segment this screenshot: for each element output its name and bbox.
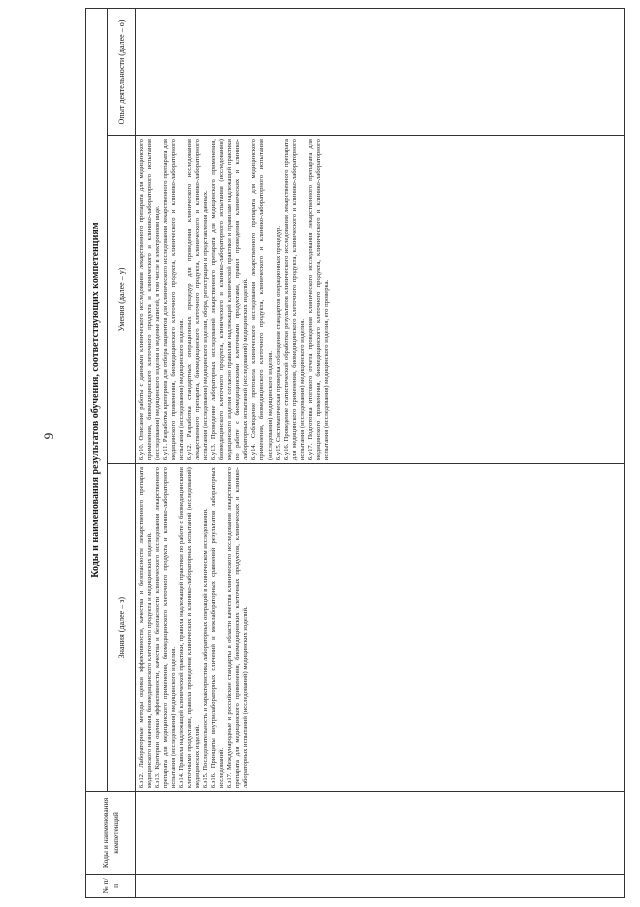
skill-item: 6.у14. Соблюдение протокола клинического исследования лекарственного препарата для медицинского применения, биомедицинского клеточного продукта, клинического и клинико-лабораторного испытания (исследования) медицинского изделия. [250, 139, 274, 461]
header-skills: Умения (далее – у) [108, 136, 136, 464]
knowledge-item: 6.з16. Принципы внутрилабораторных сличений и межлабораторных сравнений результатов лабораторных исследований. [210, 467, 226, 789]
skill-item: 6.у11. Разработка критериев для отбора пациентов для клинического исследования лекарственного препарата для медицинского применения, биомедицинского клеточного продукта, клинического и клинико-лабораторного испытания (исследования) медицинского изделия. [162, 139, 186, 461]
cell-knowledge [136, 464, 625, 792]
knowledge-item: 6.з14. Правила надлежащей клинической практики, правила надлежащей практики по работе с биомедицинскими клеточными продуктами, правила проведения клинических и клинико-лабораторных испытаний (исследований) медицинских изделий. [178, 467, 202, 789]
skill-item: 6.у16. Проведение статистической обработки результатов клинического исследования лекарственного препарата для медицинского применения, биомедицинского клеточного продукта, клинического и клинико-лабораторного испытания (исследования) медицинского изделия. [282, 139, 306, 461]
cell-number [136, 874, 625, 897]
cell-skills [136, 136, 625, 464]
page-number: 9 [41, 432, 56, 440]
header-number: № п/п [86, 874, 136, 897]
skill-item: 6.у12. Разработка стандартных операционных процедур для проведения клинического исследования лекарственного препарата, биомедицинского клеточного продукта, клинического и клинико-лабораторного испытания (исследования) медицинского изделия, обора, регистрации и представления данных. [186, 139, 210, 461]
cell-codes [136, 792, 625, 875]
competency-table [85, 8, 625, 898]
table-row [136, 9, 625, 898]
header-experience: Опыт деятельности (далее – о) [108, 9, 136, 136]
skill-item: 6.у13. Проведение лабораторных исследований лекарственного препарата для медицинского применения, биомедицинского клеточного продукта, клинического и клинико-лабораторного испытания (исследования) медицинского изделия согласно правилам надлежащей клинической практики и правилам надлежащей практики по работе с биомедицинскими клеточными продуктами, правил проведения клинических и клинико-лабораторных испытаний (исследований) медицинских изделий. [210, 139, 250, 461]
cell-experience [136, 9, 625, 136]
skill-item: 6.у10. Описание работы с данными клинического исследования лекарственного препарата для медицинского применения, биомедицинского клеточного продукта и клинического и клинико-лабораторного испытания (исследования) медицинского изделия и ведение записей, в том числе в электронном виде. [138, 139, 162, 461]
knowledge-item: 6.з17. Международные и российские стандарты в области качества клинического исследования лекарственного препарата для медицинского применения, биомедицинских клеточных продуктов, клинических и клинико-лабораторных испытаний (исследований) медицинских изделий. [226, 467, 250, 789]
knowledge-item: 6.з13. Критерии оценки эффективности, качества и безопасности клинического исследования лекарственного препарата для медицинского применения, биомедицинского клеточного продукта и клинико-лабораторного испытания (исследования) медицинского изделия. [154, 467, 178, 789]
header-codes: Коды и наименования компетенций [86, 792, 136, 875]
skill-item: 6.у17. Подготовка итогового отчета проведения клинического исследования лекарственного препарата для медицинского применения, биомедицинского клеточного продукта, клинического и клинико-лабораторного испытания (исследования) медицинского изделия, его проверка. [306, 139, 330, 461]
knowledge-item: 6.з12. Лабораторные методы оценки эффективности, качества и безопасности лекарственного препарата медицинского назначения, биомедицинского клеточного продукта и медицинских изделий. [138, 467, 154, 789]
page-sheet [85, 8, 625, 898]
header-group: Коды и наименования результатов обучения, соответствующих компетенциям [86, 9, 108, 792]
header-knowledge: Знания (далее – з) [108, 464, 136, 792]
knowledge-item: 6.з15. Последовательность и характеристика лабораторных операций в клиническом исследовании. [202, 508, 210, 789]
skill-item: 6.у15. Систематическая проверка соблюдения стандартов операционных процедур. [274, 226, 282, 461]
